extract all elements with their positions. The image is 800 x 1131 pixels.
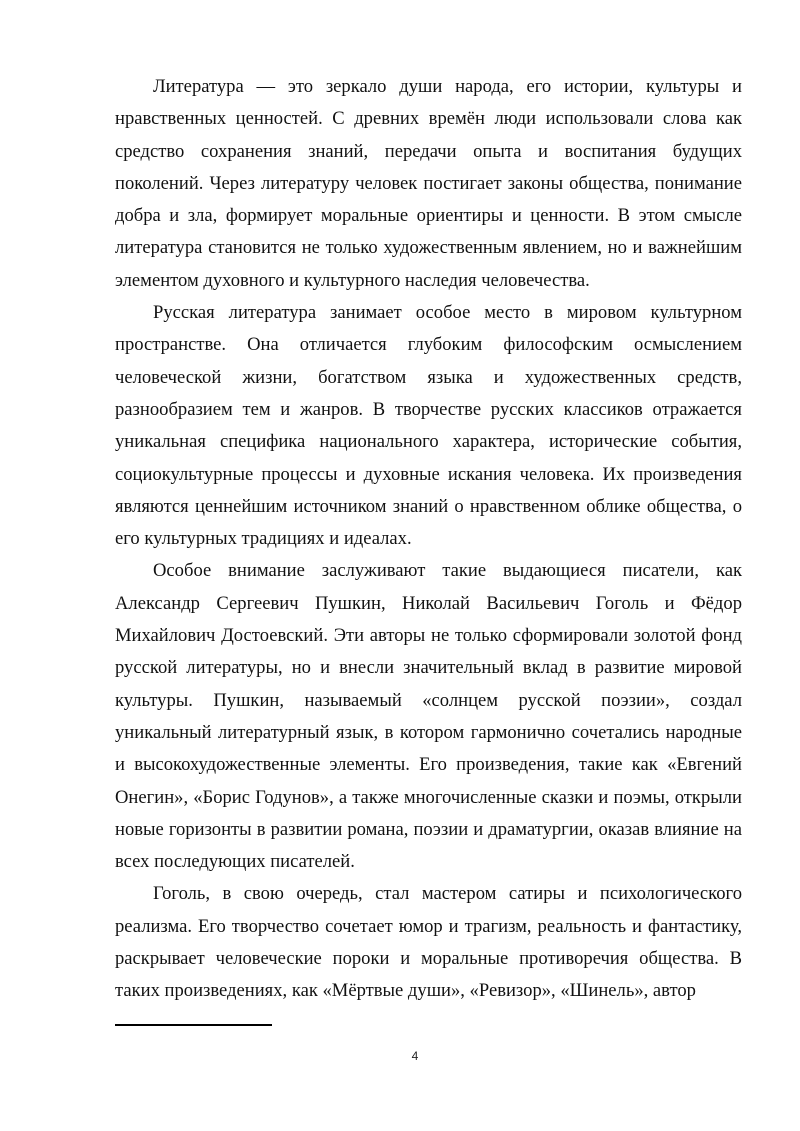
page-number: 4	[411, 1049, 419, 1063]
paragraph-3: Особое внимание заслуживают такие выдающиеся писатели, как Александр Сергеевич Пушкин, Николай Васильевич Гоголь и Фёдор Михайлович Достоевский. Эти авторы не только сформировали золотой фонд русской литературы, но и внесли значительный вклад в развитие мировой культуры. Пушкин, называемый «солнцем русской поэзии», создал уникальный литературный язык, в котором гармонично сочетались народные и высокохудожественные элементы. Его произведения, такие как «Евгений Онегин», «Борис Годунов», а также многочисленные сказки и поэмы, открыли новые горизонты в развитии романа, поэзии и драматургии, оказав влияние на всех последующих писателей.	[115, 560, 742, 873]
paragraph-2: Русская литература занимает особое место в мировом культурном пространстве. Она отличается глубоким философским осмыслением человеческой жизни, богатством языка и художественных средств, разнообразием тем и жанров. В творчестве русских классиков отражается уникальная специфика национального характера, исторические события, социокультурные процессы и духовные искания человека. Их произведения являются ценнейшим источником знаний о нравственном облике общества, о его культурных традициях и идеалах.	[115, 302, 742, 550]
paragraph-4: Гоголь, в свою очередь, стал мастером сатиры и психологического реализма. Его творчество сочетает юмор и трагизм, реальность и фантастику, раскрывает человеческие пороки и моральные противоречия общества. В таких произведениях, как «Мёртвые души», «Ревизор», «Шинель», автор	[115, 883, 742, 1002]
paragraph-1: Литература — это зеркало души народа, его истории, культуры и нравственных ценностей. С древних времён люди использовали слова как средство сохранения знаний, передачи опыта и воспитания будущих поколений. Через литературу человек постигает законы общества, понимание добра и зла, формирует моральные ориентиры и ценности. В этом смысле литература становится не только художественным явлением, но и важнейшим элементом духовного и культурного наследия человечества.	[115, 76, 742, 291]
footnote-separator	[115, 1024, 272, 1026]
body-text	[115, 71, 742, 1008]
